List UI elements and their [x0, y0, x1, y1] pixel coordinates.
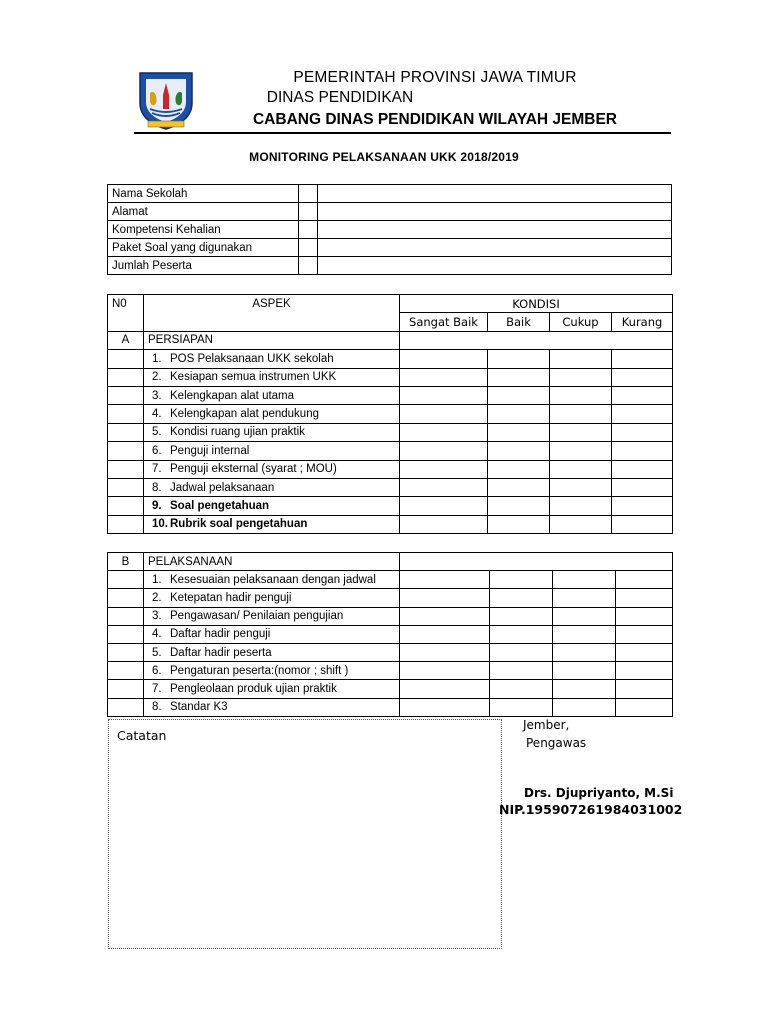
rating-cell-sangat-baik[interactable]: [400, 368, 488, 386]
col-header-no: N0: [108, 295, 144, 332]
row-no-cell: [108, 643, 144, 661]
info-separator: [299, 239, 318, 257]
aspect-number: 3.: [152, 610, 162, 623]
row-no-cell: [108, 607, 144, 625]
aspect-text: Penguji internal: [170, 444, 250, 457]
info-value[interactable]: [318, 185, 672, 203]
aspect-text: Kesiapan semua instrumen UKK: [170, 371, 337, 384]
row-no-cell: [108, 460, 144, 478]
info-value[interactable]: [318, 221, 672, 239]
aspect-item: [144, 368, 400, 386]
rating-cell-baik[interactable]: [490, 643, 553, 661]
rating-cell-kurang[interactable]: [612, 423, 673, 441]
row-no-cell: [108, 386, 144, 404]
rating-cell-sangat-baik[interactable]: [400, 515, 488, 533]
rating-cell-kurang[interactable]: [612, 405, 673, 423]
table-row: [108, 460, 673, 478]
rating-cell-baik[interactable]: [488, 386, 550, 404]
aspect-text: Jadwal pelaksanaan: [170, 481, 275, 494]
info-separator: [299, 185, 318, 203]
rating-cell-cukup[interactable]: [550, 405, 612, 423]
aspect-number: 10.: [152, 518, 168, 531]
rating-cell-baik[interactable]: [490, 662, 553, 680]
rating-cell-cukup[interactable]: [550, 350, 612, 368]
section-header-row: [108, 553, 673, 571]
row-no-cell: [108, 423, 144, 441]
rating-cell-baik[interactable]: [488, 515, 550, 533]
info-label: Alamat: [108, 203, 299, 221]
aspect-item: [144, 350, 400, 368]
table-row: [108, 423, 673, 441]
aspect-text: Pengleolaan produk ujian praktik: [170, 682, 337, 695]
aspect-text: Ketepatan hadir penguji: [170, 591, 292, 604]
aspect-item: [144, 698, 400, 716]
table-row: [108, 515, 673, 533]
col-header-kondisi: KONDISI: [400, 295, 673, 313]
rating-cell-cukup[interactable]: [553, 698, 616, 716]
aspect-number: 9.: [152, 499, 162, 512]
aspect-item: [144, 405, 400, 423]
rating-cell-kurang[interactable]: [616, 589, 673, 607]
info-separator: [299, 221, 318, 239]
rating-cell-kurang[interactable]: [612, 386, 673, 404]
rating-cell-cukup[interactable]: [550, 423, 612, 441]
header-line-branch: CABANG DINAS PENDIDIKAN WILAYAH JEMBER: [252, 111, 617, 128]
aspect-text: Kelengkapan alat utama: [170, 389, 295, 402]
rating-cell-cukup[interactable]: [553, 662, 616, 680]
aspect-text: Kondisi ruang ujian praktik: [170, 426, 305, 439]
rating-cell-sangat-baik[interactable]: [400, 497, 488, 515]
signature-role: Pengawas: [526, 736, 587, 750]
rating-cell-kurang[interactable]: [612, 442, 673, 460]
aspect-item: [144, 607, 400, 625]
table-row: [108, 405, 673, 423]
rating-cell-sangat-baik[interactable]: [400, 662, 490, 680]
aspect-number: 2.: [152, 591, 162, 604]
rating-cell-kurang[interactable]: [612, 350, 673, 368]
rating-cell-cukup[interactable]: [553, 643, 616, 661]
aspect-number: 7.: [152, 682, 162, 695]
section-code: A: [108, 331, 144, 349]
aspect-text: Penguji eksternal (syarat ; MOU): [170, 463, 337, 476]
rating-cell-cukup[interactable]: [550, 497, 612, 515]
rating-cell-baik[interactable]: [488, 350, 550, 368]
rating-cell-kurang[interactable]: [616, 571, 673, 589]
monitoring-table-persiapan: [107, 294, 673, 534]
header-line-department: DINAS PENDIDIKAN: [266, 89, 414, 106]
header-line-government: PEMERINTAH PROVINSI JAWA TIMUR: [293, 69, 577, 86]
aspect-number: 6.: [152, 444, 162, 457]
rating-cell-sangat-baik[interactable]: [400, 680, 490, 698]
rating-cell-cukup[interactable]: [550, 368, 612, 386]
col-header-baik: Baik: [488, 313, 550, 331]
aspect-number: 7.: [152, 463, 162, 476]
info-separator: [299, 257, 318, 275]
aspect-text: Standar K3: [170, 701, 228, 714]
row-no-cell: [108, 368, 144, 386]
rating-cell-sangat-baik[interactable]: [400, 643, 490, 661]
rating-cell-cukup[interactable]: [550, 515, 612, 533]
aspect-text: Rubrik soal pengetahuan: [170, 518, 308, 531]
row-no-cell: [108, 350, 144, 368]
aspect-number: 6.: [152, 664, 162, 677]
aspect-number: 5.: [152, 646, 162, 659]
aspect-number: 4.: [152, 408, 162, 421]
col-header-sangat-baik: Sangat Baik: [400, 313, 488, 331]
info-value[interactable]: [318, 257, 672, 275]
rating-cell-kurang[interactable]: [612, 368, 673, 386]
aspect-text: Pengawasan/ Penilaian pengujian: [170, 610, 344, 623]
notes-box[interactable]: [108, 719, 502, 949]
rating-cell-sangat-baik[interactable]: [400, 571, 490, 589]
rating-cell-baik[interactable]: [488, 405, 550, 423]
signature-city-date: Jember,: [523, 718, 570, 732]
row-no-cell: [108, 680, 144, 698]
info-separator: [299, 203, 318, 221]
rating-cell-baik[interactable]: [490, 680, 553, 698]
school-info-table: [107, 184, 672, 275]
header-divider: [134, 132, 671, 134]
rating-cell-baik[interactable]: [488, 497, 550, 515]
aspect-number: 1.: [152, 352, 162, 365]
rating-cell-cukup[interactable]: [550, 442, 612, 460]
signature-nip: NIP.195907261984031002: [499, 802, 683, 817]
table-row: [108, 589, 673, 607]
rating-cell-baik[interactable]: [490, 589, 553, 607]
rating-cell-kurang[interactable]: [612, 515, 673, 533]
aspect-item: [144, 423, 400, 441]
aspect-number: 4.: [152, 628, 162, 641]
aspect-item: [144, 625, 400, 643]
aspect-number: 8.: [152, 701, 162, 714]
rating-cell-kurang[interactable]: [612, 460, 673, 478]
table-row: [108, 625, 673, 643]
table-row: [108, 643, 673, 661]
row-no-cell: [108, 442, 144, 460]
aspect-item: [144, 589, 400, 607]
rating-cell-cukup[interactable]: [553, 625, 616, 643]
aspect-text: Soal pengetahuan: [170, 499, 270, 512]
aspect-text: Kelengkapan alat pendukung: [170, 408, 319, 421]
aspect-item: [144, 571, 400, 589]
rating-cell-sangat-baik[interactable]: [400, 460, 488, 478]
rating-cell-sangat-baik[interactable]: [400, 405, 488, 423]
row-no-cell: [108, 589, 144, 607]
table-row: [108, 368, 673, 386]
rating-cell-cukup[interactable]: [553, 680, 616, 698]
aspect-text: Daftar hadir peserta: [170, 646, 272, 659]
rating-cell-baik[interactable]: [490, 607, 553, 625]
table-row: [108, 497, 673, 515]
table-header-row: [108, 295, 673, 313]
aspect-text: Kesesuaian pelaksanaan dengan jadwal: [170, 573, 376, 586]
rating-cell-kurang[interactable]: [616, 607, 673, 625]
rating-cell-sangat-baik[interactable]: [400, 607, 490, 625]
rating-cell-kurang[interactable]: [616, 698, 673, 716]
row-no-cell: [108, 662, 144, 680]
rating-cell-cukup[interactable]: [550, 478, 612, 496]
rating-cell-sangat-baik[interactable]: [400, 698, 490, 716]
aspect-text: POS Pelaksanaan UKK sekolah: [170, 352, 334, 365]
table-row: [108, 698, 673, 716]
rating-cell-baik[interactable]: [490, 571, 553, 589]
aspect-item: [144, 497, 400, 515]
aspect-number: 1.: [152, 573, 162, 586]
rating-cell-cukup[interactable]: [550, 460, 612, 478]
aspect-number: 2.: [152, 371, 162, 384]
aspect-item: [144, 662, 400, 680]
table-row: [108, 571, 673, 589]
section-blank: [400, 331, 673, 349]
aspect-text: Daftar hadir penguji: [170, 628, 271, 641]
info-label: Nama Sekolah: [108, 185, 299, 203]
rating-cell-sangat-baik[interactable]: [400, 386, 488, 404]
rating-cell-baik[interactable]: [488, 423, 550, 441]
row-no-cell: [108, 515, 144, 533]
col-header-aspek: ASPEK: [144, 295, 400, 332]
rating-cell-kurang[interactable]: [616, 625, 673, 643]
rating-cell-cukup[interactable]: [550, 386, 612, 404]
rating-cell-sangat-baik[interactable]: [400, 423, 488, 441]
rating-cell-sangat-baik[interactable]: [400, 589, 490, 607]
aspect-number: 3.: [152, 389, 162, 402]
aspect-item: [144, 386, 400, 404]
table-row: [108, 350, 673, 368]
aspect-number: 5.: [152, 426, 162, 439]
info-row: [108, 221, 672, 239]
rating-cell-baik[interactable]: [488, 442, 550, 460]
section-title: PERSIAPAN: [144, 331, 400, 349]
aspect-text: Pengaturan peserta:(nomor ; shift ): [170, 664, 349, 677]
info-row: [108, 257, 672, 275]
aspect-item: [144, 460, 400, 478]
section-code: B: [108, 553, 144, 571]
aspect-item: [144, 680, 400, 698]
rating-cell-sangat-baik[interactable]: [400, 478, 488, 496]
aspect-item: [144, 515, 400, 533]
rating-cell-kurang[interactable]: [616, 662, 673, 680]
row-no-cell: [108, 497, 144, 515]
rating-cell-kurang[interactable]: [612, 497, 673, 515]
rating-cell-baik[interactable]: [488, 478, 550, 496]
table-row: [108, 386, 673, 404]
info-value[interactable]: [318, 203, 672, 221]
section-blank: [400, 553, 673, 571]
rating-cell-kurang[interactable]: [616, 680, 673, 698]
rating-cell-cukup[interactable]: [553, 571, 616, 589]
col-header-kurang: Kurang: [612, 313, 673, 331]
info-row: [108, 239, 672, 257]
table-row: [108, 478, 673, 496]
aspect-item: [144, 478, 400, 496]
rating-cell-cukup[interactable]: [553, 607, 616, 625]
rating-cell-sangat-baik[interactable]: [400, 625, 490, 643]
coat-of-arms-icon: [134, 69, 198, 131]
rating-cell-kurang[interactable]: [612, 478, 673, 496]
row-no-cell: [108, 405, 144, 423]
rating-cell-sangat-baik[interactable]: [400, 350, 488, 368]
col-header-cukup: Cukup: [550, 313, 612, 331]
table-row: [108, 680, 673, 698]
notes-label: Catatan: [117, 728, 167, 743]
table-row: [108, 662, 673, 680]
rating-cell-baik[interactable]: [490, 698, 553, 716]
table-row: [108, 442, 673, 460]
info-value[interactable]: [318, 239, 672, 257]
row-no-cell: [108, 698, 144, 716]
info-label: Jumlah Peserta: [108, 257, 299, 275]
row-no-cell: [108, 625, 144, 643]
aspect-item: [144, 643, 400, 661]
rating-cell-baik[interactable]: [488, 368, 550, 386]
document-title: MONITORING PELAKSANAAN UKK 2018/2019: [249, 150, 519, 164]
aspect-number: 8.: [152, 481, 162, 494]
table-row: [108, 607, 673, 625]
row-no-cell: [108, 571, 144, 589]
row-no-cell: [108, 478, 144, 496]
section-title: PELAKSANAAN: [144, 553, 400, 571]
rating-cell-baik[interactable]: [490, 625, 553, 643]
info-row: [108, 185, 672, 203]
aspect-item: [144, 442, 400, 460]
rating-cell-sangat-baik[interactable]: [400, 442, 488, 460]
rating-cell-cukup[interactable]: [553, 589, 616, 607]
rating-cell-kurang[interactable]: [616, 643, 673, 661]
info-label: Paket Soal yang digunakan: [108, 239, 299, 257]
info-label: Kompetensi Kehalian: [108, 221, 299, 239]
monitoring-table-pelaksanaan: [107, 552, 673, 717]
rating-cell-baik[interactable]: [488, 460, 550, 478]
info-row: [108, 203, 672, 221]
signature-name: Drs. Djupriyanto, M.Si: [524, 786, 674, 800]
section-header-row: [108, 331, 673, 349]
